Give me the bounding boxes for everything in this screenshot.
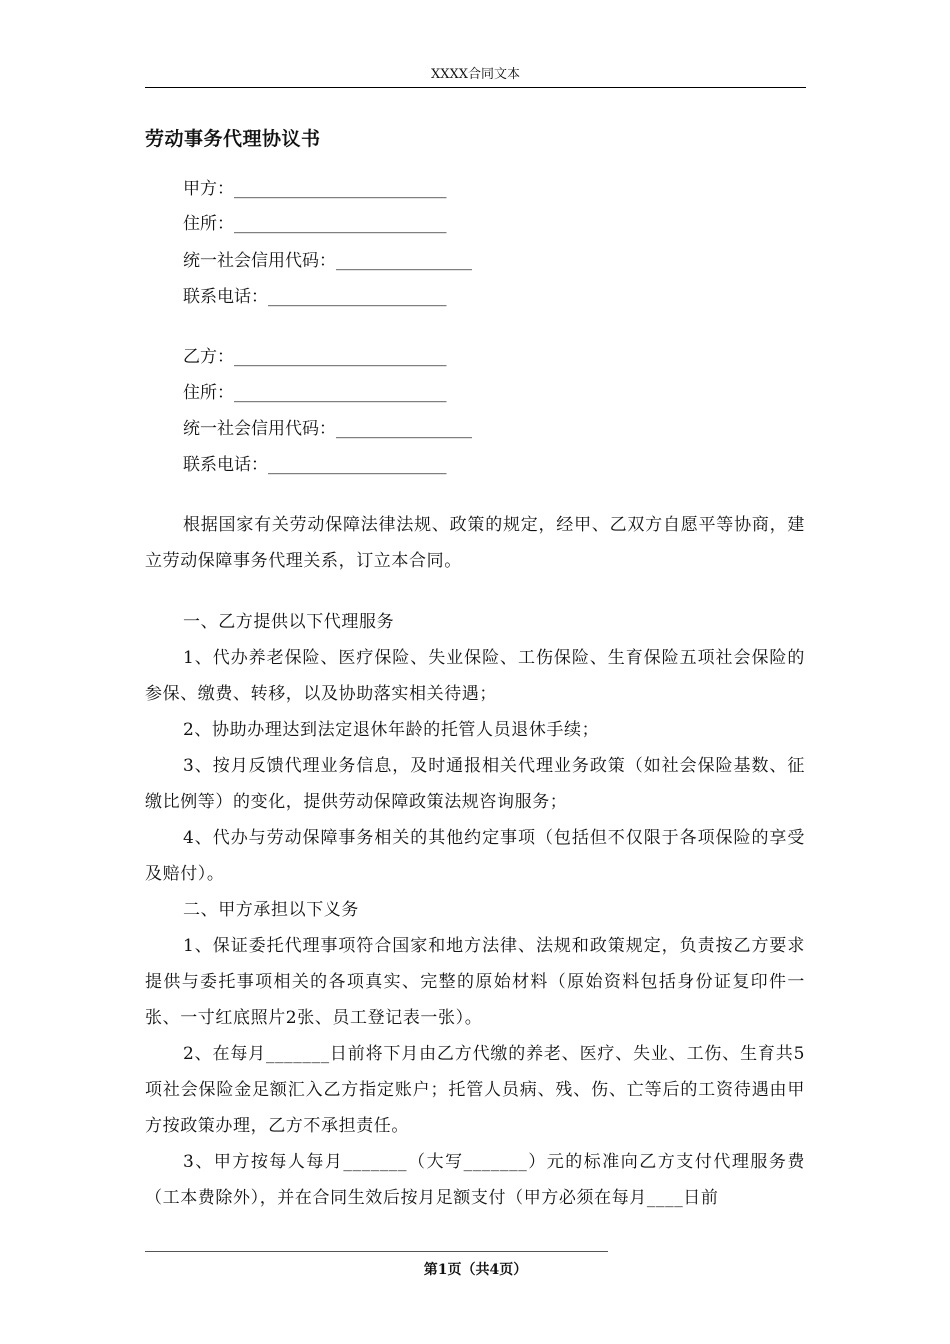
section-2-item: 1、保证委托代理事项符合国家和地方法律、法规和政策规定，负责按乙方要求提供与委托事项相关的各项真实、完整的原始材料（原始资料包括身份证复印件一张、一寸红底照片2张、员工登记表一张）。: [145, 936, 805, 1028]
footer-divider: [145, 1251, 608, 1252]
party-a-name-field: 甲方：_________________________: [183, 179, 447, 199]
section-1-item: 1、代办养老保险、医疗保险、失业保险、工伤保险、生育保险五项社会保险的参保、缴费、转移，以及协助落实相关待遇；: [145, 648, 805, 704]
header-divider: [145, 87, 806, 88]
party-a-address-field: 住所：_________________________: [183, 214, 447, 234]
intro-text: 根据国家有关劳动保障法律法规、政策的规定，经甲、乙双方自愿平等协商，建立劳动保障事务代理关系，订立本合同。: [145, 515, 805, 571]
section-1-heading: 一、乙方提供以下代理服务: [183, 612, 395, 632]
page-header: XXXX合同文本: [430, 67, 521, 82]
section-2-heading: 二、甲方承担以下义务: [183, 900, 359, 920]
section-1-item: 3、按月反馈代理业务信息，及时通报相关代理业务政策（如社会保险基数、征缴比例等）的变化，提供劳动保障政策法规咨询服务；: [145, 756, 805, 812]
document-title: 劳动事务代理协议书: [145, 128, 321, 150]
section-2-item: 2、在每月_______日前将下月由乙方代缴的养老、医疗、失业、工伤、生育共5项社会保险金足额汇入乙方指定账户；托管人员病、残、伤、亡等后的工资待遇由甲方按政策办理，乙方不承担责任。: [145, 1044, 805, 1136]
party-b-phone-field: 联系电话：_____________________: [183, 455, 447, 475]
section-1-item: 4、代办与劳动保障事务相关的其他约定事项（包括但不仅限于各项保险的享受及赔付）。: [145, 828, 805, 884]
intro-paragraph: [145, 507, 805, 579]
page-number: 第1页（共4页）: [423, 1262, 528, 1278]
party-b-address-field: 住所：_________________________: [183, 383, 447, 403]
section-1: [145, 604, 805, 1216]
party-a-credit-code-field: 统一社会信用代码：________________: [183, 251, 472, 271]
section-2-item: 3、甲方按每人每月_______（大写_______）元的标准向乙方支付代理服务费（工本费除外），并在合同生效后按月足额支付（甲方必须在每月____日前: [145, 1152, 805, 1208]
section-1-item: 2、协助办理达到法定退休年龄的托管人员退休手续；: [183, 720, 600, 740]
party-b-name-field: 乙方：_________________________: [183, 347, 447, 367]
party-a-phone-field: 联系电话：_____________________: [183, 287, 447, 307]
party-b-credit-code-field: 统一社会信用代码：________________: [183, 419, 472, 439]
